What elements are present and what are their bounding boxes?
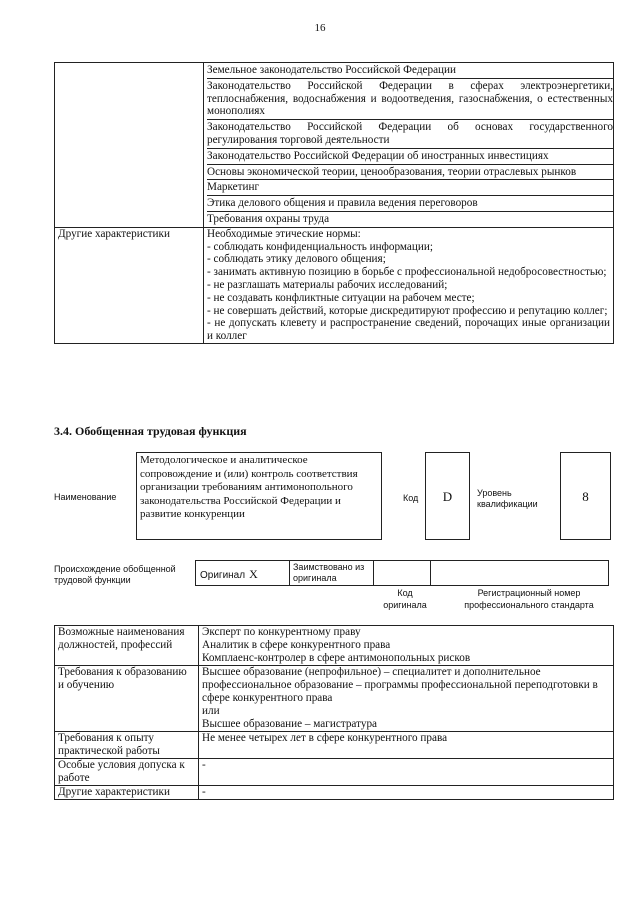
code-value: D bbox=[425, 452, 470, 540]
list-item: Основы экономической теории, ценообразования, теории отраслевых рынков bbox=[207, 164, 613, 180]
list-item: Высшее образование (непрофильное) – специалитет и дополнительное профессиональное образование – программы профессиональной переподготовки в сфере конкурентного права bbox=[202, 666, 598, 704]
empty-label-cell bbox=[55, 63, 204, 228]
table-row bbox=[55, 626, 614, 666]
table-row bbox=[55, 786, 614, 800]
list-item: Законодательство Российской Федерации об иностранных инвестициях bbox=[207, 148, 613, 164]
list-item: - соблюдать конфиденциальность информации; bbox=[207, 240, 433, 253]
list-item: Высшее образование – магистратура bbox=[202, 718, 378, 730]
section-heading: 3.4. Обобщенная трудовая функция bbox=[54, 424, 247, 438]
experience-label: Требования к опыту практической работы bbox=[55, 732, 199, 759]
original-cell bbox=[196, 561, 289, 585]
table-row bbox=[55, 63, 614, 228]
education-label: Требования к образованию и обучению bbox=[55, 666, 199, 732]
original-code-cell bbox=[373, 561, 430, 585]
level-label bbox=[477, 488, 555, 510]
other-characteristics-cell: - bbox=[199, 786, 614, 800]
table-row bbox=[55, 759, 614, 786]
original-label: Оригинал bbox=[200, 570, 246, 581]
education-cell bbox=[199, 666, 614, 732]
list-item: - не допускать клевету и распространение сведений, порочащих иные организации и коллег bbox=[207, 317, 610, 343]
list-item: Необходимые этические нормы: bbox=[207, 227, 361, 240]
registration-number-cell bbox=[430, 561, 608, 585]
other-characteristics-label: Другие характеристики bbox=[55, 227, 204, 343]
table-row bbox=[55, 666, 614, 732]
list-item: Требования охраны труда bbox=[207, 211, 613, 227]
list-item: - не разглашать материалы рабочих исследований; bbox=[207, 278, 448, 291]
experience-cell: Не менее четырех лет в сфере конкурентного права bbox=[199, 732, 614, 759]
table-row bbox=[55, 732, 614, 759]
list-item: Маркетинг bbox=[207, 179, 613, 195]
function-name-value: Методологическое и аналитическое сопровождение и (или) контроль соответствия организации требованиям антимонопольного законодательства Российской Федерации и развитие конкуренции bbox=[136, 452, 382, 540]
page-number: 16 bbox=[314, 22, 326, 34]
list-item: Законодательство Российской Федерации об основах государственного регулирования торговой деятельности bbox=[207, 121, 613, 146]
list-item: Аналитик в сфере конкурентного права bbox=[202, 639, 391, 651]
original-code-caption: Код оригинала bbox=[383, 588, 427, 610]
list-item: Комплаенс-контролер в сфере антимонопольных рисков bbox=[202, 652, 471, 664]
code-label: Код bbox=[403, 493, 419, 503]
name-label: Наименование bbox=[54, 492, 117, 502]
level-label-text: Уровень квалификации bbox=[477, 488, 538, 509]
list-item: Этика делового общения и правила ведения переговоров bbox=[207, 195, 613, 211]
special-conditions-label: Особые условия допуска к работе bbox=[55, 759, 199, 786]
origin-label-text: Происхождение обобщенной трудовой функции bbox=[54, 564, 176, 585]
positions-label: Возможные наименования должностей, профессий bbox=[55, 626, 199, 666]
list-item: или bbox=[202, 705, 220, 717]
knowledge-list-cell bbox=[204, 63, 614, 228]
borrowed-label: Заимствовано из оригинала bbox=[289, 561, 373, 585]
level-value: 8 bbox=[560, 452, 611, 540]
list-item: - соблюдать этику делового общения; bbox=[207, 253, 386, 266]
origin-label bbox=[54, 564, 192, 586]
table-row bbox=[55, 227, 614, 343]
list-item: Земельное законодательство Российской Федерации bbox=[207, 64, 457, 76]
other-characteristics-label: Другие характеристики bbox=[55, 786, 199, 800]
ethics-list-cell bbox=[204, 227, 614, 343]
positions-cell bbox=[199, 626, 614, 666]
origin-row bbox=[195, 560, 609, 586]
list-item: - занимать активную позицию в борьбе с профессиональной недобросовестностью; bbox=[207, 266, 607, 279]
requirements-table bbox=[54, 625, 614, 800]
knowledge-table bbox=[54, 62, 614, 344]
list-item: Эксперт по конкурентному праву bbox=[202, 626, 361, 638]
list-item: - не совершать действий, которые дискредитируют профессию и репутацию коллег; bbox=[207, 304, 608, 317]
special-conditions-cell: - bbox=[199, 759, 614, 786]
list-item: Законодательство Российской Федерации в сферах электроэнергетики, теплоснабжения, водоснабжения и водоотведения, газоснабжения, о естественных монополиях bbox=[207, 79, 613, 118]
original-mark: X bbox=[249, 567, 258, 581]
registration-number-caption: Регистрационный номер профессионального стандарта bbox=[464, 588, 594, 610]
list-item: - не создавать конфликтные ситуации на рабочем месте; bbox=[207, 291, 475, 304]
